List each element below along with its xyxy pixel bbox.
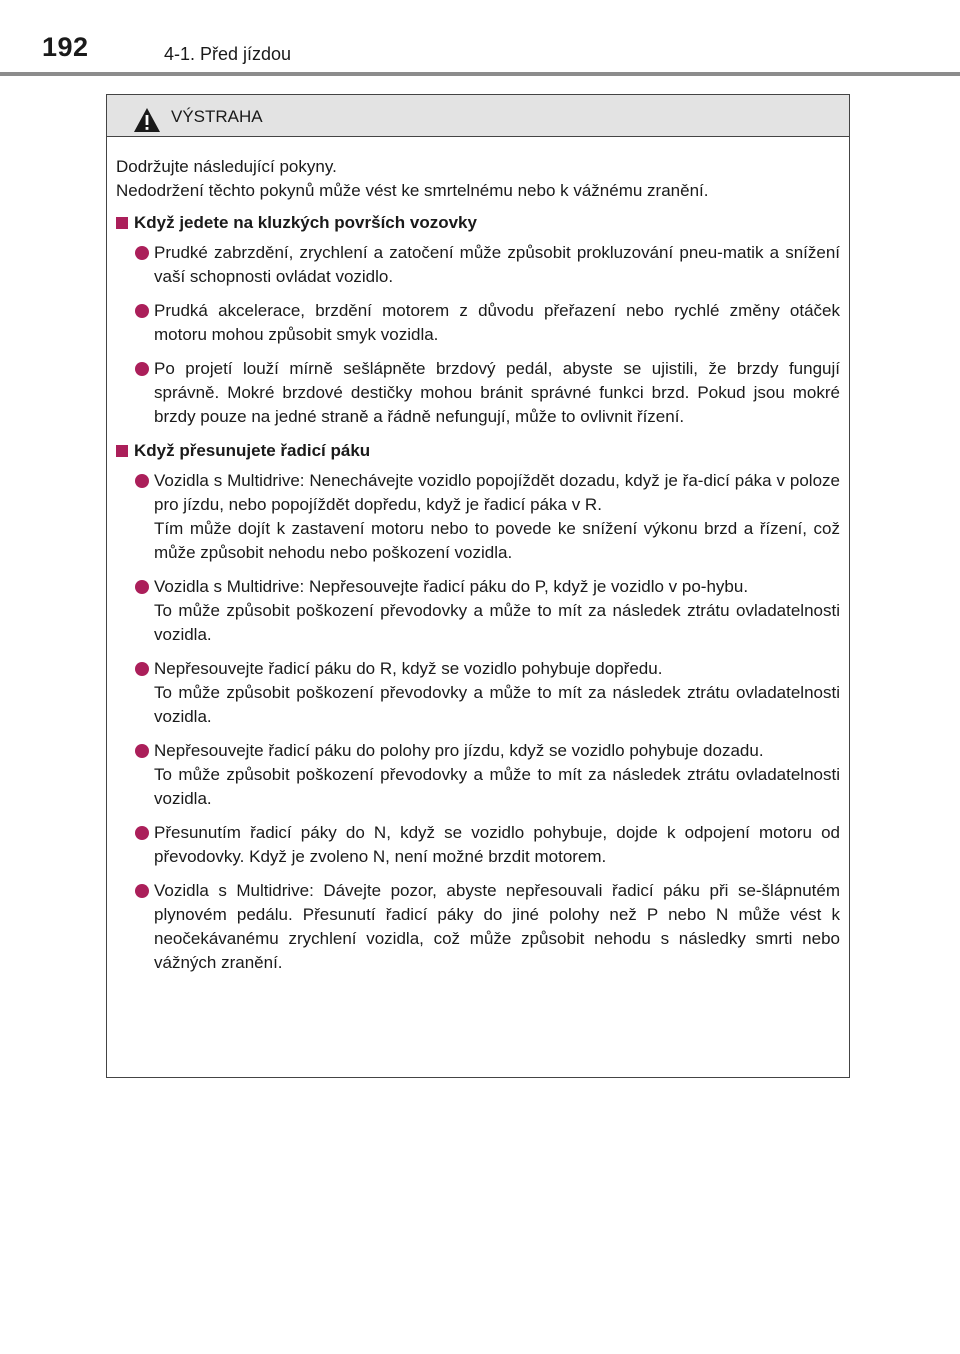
section-heading bbox=[116, 439, 840, 463]
section-heading-text: Když jedete na kluzkých površích vozovky bbox=[134, 213, 477, 232]
bullet-text bbox=[154, 469, 840, 565]
warning-header bbox=[107, 95, 849, 137]
round-bullet-icon bbox=[135, 884, 149, 898]
section-heading bbox=[116, 211, 840, 235]
bullet-item bbox=[116, 299, 840, 347]
warning-sections bbox=[116, 211, 840, 975]
round-bullet-icon bbox=[135, 580, 149, 594]
bullet-paragraph: To může způsobit poškození převodovky a může to mít za následek ztrátu ovladatelnosti vozidla. bbox=[154, 601, 840, 644]
bullet-paragraph: To může způsobit poškození převodovky a může to mít za následek ztrátu ovladatelnosti vozidla. bbox=[154, 683, 840, 726]
bullet-item bbox=[116, 879, 840, 975]
bullet-paragraph: Nepřesouvejte řadicí páku do polohy pro jízdu, když se vozidlo pohybuje dozadu. bbox=[154, 741, 764, 760]
page-number: 192 bbox=[42, 32, 89, 62]
bullet-text bbox=[154, 357, 840, 429]
bullet-paragraph: Po projetí louží mírně sešlápněte brzdový pedál, abyste se ujistili, že brzdy fungují správně. Mokré brzdové destičky mohou bránit správné funkci brzd. Pokud jsou mokré brzdy pouze na jedné straně a řádně nefungují, může to ovlivnit řízení. bbox=[154, 359, 840, 426]
warning-intro bbox=[116, 155, 840, 203]
bullet-item bbox=[116, 821, 840, 869]
bullet-paragraph: Nepřesouvejte řadicí páku do R, když se vozidlo pohybuje dopředu. bbox=[154, 659, 663, 678]
section-title: 4-1. Před jízdou bbox=[164, 44, 292, 64]
warning-triangle-icon bbox=[133, 107, 161, 133]
warning-title: VÝSTRAHA bbox=[171, 106, 263, 126]
header-rule bbox=[0, 72, 960, 76]
bullet-paragraph: Tím může dojít k zastavení motoru nebo to povede ke snížení výkonu brzd a řízení, což může způsobit nehodu nebo poškození vozidla. bbox=[154, 519, 840, 562]
warning-section bbox=[116, 211, 840, 429]
round-bullet-icon bbox=[135, 362, 149, 376]
bullet-item bbox=[116, 357, 840, 429]
bullet-item bbox=[116, 575, 840, 647]
bullet-text bbox=[154, 299, 840, 347]
bullet-paragraph: Vozidla s Multidrive: Dávejte pozor, abyste nepřesouvali řadicí páku při se-šlápnutém plynovém pedálu. Přesunutí řadicí páky do jiné polohy než P nebo N může vést k neočekávanému zrychlení vozidla, což může způsobit nehodu s následky smrti nebo vážných zranění. bbox=[154, 881, 840, 972]
bullet-paragraph: To může způsobit poškození převodovky a může to mít za následek ztrátu ovladatelnosti vozidla. bbox=[154, 765, 840, 808]
bullet-text bbox=[154, 575, 840, 647]
section-heading-text: Když přesunujete řadicí páku bbox=[134, 441, 371, 460]
bullet-paragraph: Přesunutím řadicí páky do N, když se vozidlo pohybuje, dojde k odpojení motoru od převodovky. Když je zvoleno N, není možné brzdit motorem. bbox=[154, 823, 840, 866]
bullet-item bbox=[116, 657, 840, 729]
square-bullet-icon bbox=[116, 217, 128, 229]
round-bullet-icon bbox=[135, 304, 149, 318]
bullet-item bbox=[116, 739, 840, 811]
page-header bbox=[0, 0, 960, 80]
round-bullet-icon bbox=[135, 662, 149, 676]
bullet-text bbox=[154, 241, 840, 289]
round-bullet-icon bbox=[135, 826, 149, 840]
bullet-item bbox=[116, 241, 840, 289]
bullet-item bbox=[116, 469, 840, 565]
bullet-text bbox=[154, 657, 840, 729]
bullet-text bbox=[154, 879, 840, 975]
bullet-paragraph: Prudká akcelerace, brzdění motorem z důvodu přeřazení nebo rychlé změny otáček motoru mohou způsobit smyk vozidla. bbox=[154, 301, 840, 344]
round-bullet-icon bbox=[135, 744, 149, 758]
bullet-paragraph: Vozidla s Multidrive: Nepřesouvejte řadicí páku do P, když je vozidlo v po-hybu. bbox=[154, 577, 749, 596]
intro-line: Nedodržení těchto pokynů může vést ke smrtelnému nebo k vážnému zranění. bbox=[116, 181, 709, 200]
round-bullet-icon bbox=[135, 474, 149, 488]
bullet-paragraph: Vozidla s Multidrive: Nenechávejte vozidlo popojíždět dozadu, když je řa-dicí páka v poloze pro jízdu, nebo popojíždět dopředu, když je řadicí páka v R. bbox=[154, 471, 840, 514]
warning-box bbox=[106, 94, 850, 1078]
square-bullet-icon bbox=[116, 445, 128, 457]
warning-body bbox=[107, 137, 849, 975]
intro-line: Dodržujte následující pokyny. bbox=[116, 157, 337, 176]
bullet-paragraph: Prudké zabrzdění, zrychlení a zatočení může způsobit prokluzování pneu-matik a snížení vaší schopnosti ovládat vozidlo. bbox=[154, 243, 840, 286]
bullet-text bbox=[154, 739, 840, 811]
bullet-text bbox=[154, 821, 840, 869]
warning-section bbox=[116, 439, 840, 975]
round-bullet-icon bbox=[135, 246, 149, 260]
